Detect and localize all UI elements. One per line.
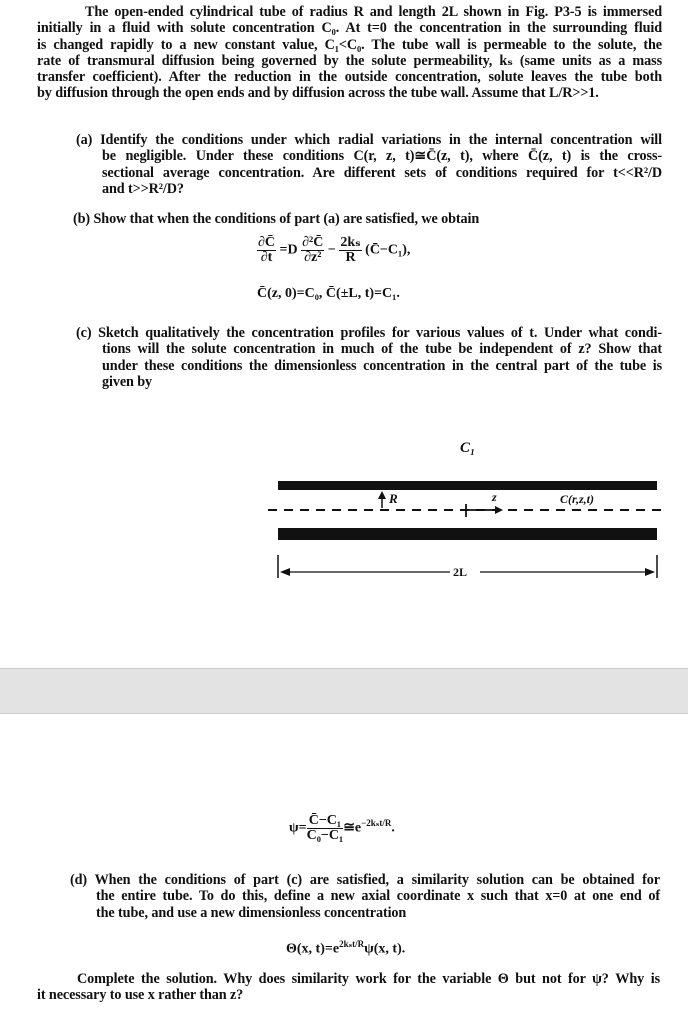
inside-concentration-label: C(r,z,t) — [560, 492, 595, 506]
part-c-line: tions will the solute concentration in much of the tube be independent of z? Show that — [102, 341, 662, 358]
eq-b1-lhs-den: ∂t — [260, 250, 273, 265]
closing-line: it necessary to use x rather than z? — [37, 987, 244, 1004]
part-a-line: sectional average concentration. Are different sets of conditions required for t<<R²/D — [102, 164, 662, 181]
tube-wall-top — [278, 481, 657, 490]
part-a — [76, 132, 662, 197]
length-arrowhead-right — [645, 568, 655, 576]
tube-wall-bottom — [278, 528, 657, 540]
part-c-line: given by — [102, 373, 153, 390]
equation-d — [286, 939, 405, 958]
intro-line: initially in a fluid with solute concentration C₀. At t=0 the concentration in the surrounding fluid — [37, 20, 662, 37]
radius-label: R — [389, 491, 398, 506]
intro-line: is changed rapidly to a new constant value, C₁<C₀. The tube wall is permeable to the solute, the — [37, 36, 662, 53]
page-divider — [0, 668, 688, 714]
part-c — [76, 325, 662, 390]
closing-line: Complete the solution. Why does similarity work for the variable Θ but not for ψ? Why is — [77, 971, 660, 987]
eq-c-den: C₀−C₁ — [306, 828, 344, 843]
intro-line: transfer coefficient). After the reduction in the outside concentration, solute leaves the tube both — [37, 69, 662, 86]
part-a-line: and t>>R²/D? — [102, 180, 184, 197]
part-c-line: under these conditions the dimensionless concentration in the central part of the tube is — [102, 357, 662, 374]
eq-c-exp: −2kₛt/R — [361, 818, 392, 829]
eq-b1-tail: (C̄−C₁), — [365, 242, 411, 258]
eq-c-num: C̄−C₁ — [307, 814, 344, 829]
eq-b2-text: C̄(z, 0)=C₀, C̄(±L, t)=C₁. — [257, 286, 400, 301]
eq-c-end: . — [391, 820, 395, 836]
part-a-line: (a) Identify the conditions under which radial variations in the internal concentration will — [76, 132, 662, 148]
part-d-line: the entire tube. To do this, define a new axial coordinate x such that x=0 at one end of — [96, 888, 660, 905]
z-axis-label: z — [492, 490, 497, 504]
eq-c-rhs: ≅e — [343, 820, 362, 836]
equation-b1 — [257, 236, 410, 265]
intro-line: The open-ended cylindrical tube of radius R and length 2L shown in Fig. P3-5 is immersed — [85, 4, 662, 20]
length-arrowhead-left — [280, 568, 290, 576]
outside-concentration-label: C₁ — [460, 440, 476, 456]
part-d-line: the tube, and use a new dimensionless concentration — [96, 904, 407, 921]
z-axis-arrowhead — [495, 506, 503, 514]
closing-paragraph — [37, 971, 660, 1004]
page-bottom — [0, 714, 688, 1024]
equation-b2 — [257, 286, 400, 302]
problem-intro — [37, 4, 662, 102]
part-c-line: (c) Sketch qualitatively the concentration profiles for various values of t. Under what condi- — [76, 325, 662, 341]
eq-b1-minus: − — [327, 242, 336, 258]
part-d — [70, 872, 660, 921]
eq-c-lhs: ψ= — [289, 820, 307, 836]
eq-b1-d2-den: ∂z² — [304, 250, 322, 265]
eq-d-exp: 2kₛt/R — [339, 939, 365, 949]
eq-b1-k-den: R — [345, 250, 356, 265]
eq-d-rhs: ψ(x, t). — [364, 941, 406, 957]
eq-b1-lhs-num: ∂C̄ — [258, 235, 276, 250]
length-label: 2L — [453, 565, 468, 579]
eq-d-lhs: Θ(x, t)=e — [286, 941, 340, 957]
part-b-line: (b) Show that when the conditions of part (a) are satisfied, we obtain — [73, 211, 480, 227]
radius-arrowhead — [378, 491, 386, 499]
eq-b1-d2-num: ∂²C̄ — [302, 235, 324, 250]
intro-line: rate of transmural diffusion being governed by the solute permeability, kₛ (same units as a mass — [37, 52, 662, 69]
part-a-line: be negligible. Under these conditions C(r, z, t)≅C̄(z, t), where C̄(z, t) is the cross- — [102, 148, 662, 165]
intro-line: by diffusion through the open ends and by diffusion across the tube wall. Assume that L/R>>1. — [37, 85, 599, 102]
eq-b1-eq: =D — [279, 242, 298, 258]
part-d-line: (d) When the conditions of part (c) are satisfied, a similarity solution can be obtained for — [70, 872, 660, 888]
equation-c — [289, 814, 395, 843]
part-b — [73, 211, 663, 227]
eq-b1-k-num: 2kₛ — [340, 235, 361, 250]
tube-figure — [0, 430, 688, 590]
